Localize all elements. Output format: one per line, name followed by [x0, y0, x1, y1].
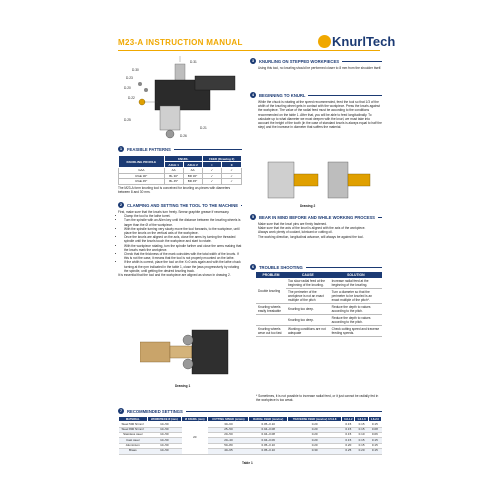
list-item: • If the width is correct, place the tool on the X=0 axis again and with the lathe chuck turning at the rpm indicated in the table 1, close the jaws progressively by rotating the spindle, until getting the desired knurling track. — [124, 260, 242, 273]
table-header: KNURLING PROFILE — [119, 156, 165, 168]
part-label: D.20 — [124, 86, 131, 90]
material-cell: Brass — [119, 449, 148, 454]
table-cell: AA — [164, 168, 183, 174]
outro-text: It is essential that the tool and the workpiece are aligned as shown in drawing 2. — [118, 273, 231, 278]
list-item: • Once the knurls are aligned on the axis, close the arms by turning the threaded spindle until the knurls touch the workpiece and start to rotate. — [124, 235, 242, 243]
section-title: KNURLING ON STEPPED WORKPIECES — [259, 58, 340, 64]
table-cell: 50~80 — [208, 443, 249, 448]
solution-cell: Turn a diameter so that the perimeter to be knurled is an exact multiple of the pitch*. — [330, 289, 382, 304]
table-cell: 0.20 — [355, 449, 368, 454]
list-item: • Check that the thickness of the mark coincides with the total width of the knurls. If this is not the case, it means that the tool is not properly mounted on the lathe. — [124, 252, 242, 260]
section-number: 3 — [252, 59, 254, 63]
table-cell: BR 45° — [183, 179, 202, 185]
section-header — [250, 214, 382, 220]
table-cell: 0.04~0.06 — [249, 438, 288, 443]
drawing-2-svg — [266, 160, 376, 202]
table-cell: 10~50 — [147, 422, 182, 427]
problem-cell: Knurling wheels wear out too fast — [256, 326, 286, 337]
table-header: TRAVERSE FEED (mm/rev) 0.5-0.8 — [288, 417, 342, 422]
table-cell: 0.15 — [355, 422, 368, 427]
check-icon: ✓ — [222, 179, 242, 185]
header-divider — [118, 50, 380, 51]
table-header: MATERIAL — [119, 417, 148, 422]
table-cell: 20~40 — [208, 438, 249, 443]
table-row — [256, 326, 382, 337]
tool-jaw — [160, 106, 180, 130]
table-cell: 30~60 — [208, 422, 249, 427]
section-text: While the chuck is rotating at the speed recommended, feed the tool so that 1/3 of the width of the knurling wheel gets in contact with the workpiece. Press the knurls against the workpiece. The value of the radial feed must be according to the conditions recommended on the table 1. After that, you will be able to feed longitudinally. To calculate up to what diameter we must deepen with the knurl, we must take into account the height of the tooth (in the case of standard knurls is always equal to half the step) and the increase in diameter that suffers the material. — [258, 100, 382, 130]
troubleshooting-table — [256, 272, 382, 337]
section-title: FEASIBLE PATTERNS — [127, 146, 171, 152]
settings-table — [118, 416, 382, 455]
table-cell: 10~50 — [147, 449, 182, 454]
table-row — [119, 449, 382, 454]
patterns-table — [118, 155, 242, 185]
table-row — [256, 304, 382, 315]
problem-cell — [256, 315, 286, 326]
table-cell: 40~65 — [208, 449, 249, 454]
knurl-diameter-cell: 20 — [182, 422, 208, 454]
table-cell: 0.15 — [342, 422, 355, 427]
table-cell: 0.20 — [288, 427, 342, 432]
drawing-1-svg — [140, 328, 230, 378]
table-cell: RGE 30° — [119, 173, 165, 179]
table-header: AXLE 1 — [164, 162, 183, 168]
table-cell: GAA — [119, 168, 165, 174]
screw-part — [144, 88, 148, 92]
table-header: II — [222, 162, 242, 168]
precaution-line: The working direction, longitudinal advance, will always be against the tool. — [258, 234, 364, 239]
knurl-wheel — [166, 130, 174, 138]
table-cell: 0.20 — [288, 422, 342, 427]
section-text: Using this tool, no knurling should be performed closer to 8 mm from the shoulder itself. — [258, 66, 382, 70]
table-cell: 0.05~0.10 — [249, 449, 288, 454]
table-cell: BR 30° — [183, 173, 202, 179]
check-icon: ✓ — [202, 173, 222, 179]
table-header: I — [202, 162, 222, 168]
part-label: D.25 — [124, 118, 131, 122]
table-header: AXLE 2 — [183, 162, 202, 168]
table-header: FEED (Drawing 2) — [202, 156, 241, 162]
drawing-caption: Drawing 1 — [175, 384, 191, 388]
table-header: PROBLEM — [256, 272, 286, 278]
manual-title: M23-A INSTRUCTION MANUAL — [118, 38, 243, 47]
problem-cell: Knurling wheels easily breakable — [256, 304, 286, 315]
table-cell: 0.15 — [368, 422, 381, 427]
logo-icon — [318, 35, 331, 48]
drawing-2 — [266, 160, 376, 202]
section-header — [118, 408, 382, 414]
precaution-line: Make sure that the knurl pins are firmly fastened. — [258, 222, 327, 226]
clamping-instructions — [118, 210, 242, 277]
intro-text: First, make sure that the knurls turn freely. Smear graphite grease if necessary. — [118, 210, 230, 214]
section-header — [118, 202, 242, 208]
table-cell: 0.15 — [355, 438, 368, 443]
section-header — [250, 58, 382, 64]
cause-cell: Working conditions are not adequate — [286, 326, 330, 337]
table-cell: 0.25 — [342, 449, 355, 454]
table-cell: 0.06 — [368, 432, 381, 437]
section-number: 5 — [252, 215, 254, 219]
table-header: 1.2-1.6 — [355, 417, 368, 422]
section-number: 6 — [252, 265, 254, 269]
screw-part — [138, 82, 142, 86]
table-cell: RGE 45° — [119, 179, 165, 185]
table-cell: 0.20 — [342, 443, 355, 448]
logo-text: KnurlTech — [332, 34, 396, 49]
check-icon: ✓ — [222, 168, 242, 174]
list-item: • With the spindle turning very slowly move the tool forwards, to the workpiece, until place the knurls on the vertical axis of the workpiece. — [124, 227, 242, 235]
part-label: D.21 — [200, 126, 207, 130]
table-header: WORKPIECE Ø (mm) — [147, 417, 182, 422]
table-header: SOLUTION — [330, 272, 382, 278]
material-cell: Stainless steel — [119, 432, 148, 437]
section-number: 7 — [120, 409, 122, 413]
table-cell: 0.20 — [288, 443, 342, 448]
table-header: KNURL — [164, 156, 202, 162]
part-label: D.23 — [126, 76, 133, 80]
cause-cell: Knurling too deep. — [286, 304, 330, 315]
drawing-1 — [140, 328, 230, 378]
table-cell: 0.15 — [355, 443, 368, 448]
material-cell: Cast steel — [119, 438, 148, 443]
table-header: 1.6-2.0 — [368, 417, 381, 422]
section-title: TROUBLE SHOOTING — [259, 264, 303, 270]
precaution-line: Make sure that the axis of the knurl is aligned with the axis of the workpiece. — [258, 226, 366, 231]
tool-arm — [195, 76, 235, 90]
table-cell: 0.15 — [368, 443, 381, 448]
troubleshooting-footnote: * Sometimes, it is not possible to increase radial feed, or it just cannot be radially fed in the workpiece is too weak. — [256, 394, 379, 403]
drawing-caption: Drawing 2 — [300, 204, 316, 208]
table-cell: 0.15 — [342, 432, 355, 437]
solution-cell: Increase radial feed at the beginning of the knurling. — [330, 278, 382, 289]
table-cell: 0.15 — [368, 449, 381, 454]
section-header — [250, 92, 382, 98]
table-cell: 0.04~0.08 — [249, 432, 288, 437]
part-label: D.30 — [132, 68, 139, 72]
material-cell: Steel 800 N/mm² — [119, 427, 148, 432]
table-cell: 0.04~0.08 — [249, 427, 288, 432]
table-cell: 0.05~0.10 — [249, 422, 288, 427]
section-title: CLAMPING AND SETTING THE TOOL TO THE MACHINE — [127, 202, 239, 208]
table-header: 0.8-1.2 — [342, 417, 355, 422]
section-header — [118, 146, 242, 152]
part-label: D.31 — [190, 60, 197, 64]
table-cell: 20~50 — [208, 432, 249, 437]
material-cell: Aluminium — [119, 443, 148, 448]
check-icon: ✓ — [202, 168, 222, 174]
section-header — [250, 264, 382, 270]
table-cell: 0.15 — [368, 438, 381, 443]
table-cell: 0.30 — [288, 449, 342, 454]
check-icon: ✓ — [202, 179, 222, 185]
table-row — [256, 278, 382, 289]
table-cell: 0.10 — [355, 432, 368, 437]
cause-cell: Knurling too deep. — [286, 315, 330, 326]
problem-cell: Double knurling — [256, 278, 286, 304]
section-number: 1 — [120, 147, 122, 151]
table-cell: 0.08 — [368, 427, 381, 432]
solution-cell: Reduce the depth to values according to the pitch. — [330, 304, 382, 315]
cause-cell: Too slow radial feed at the beginning of the knurling. — [286, 278, 330, 289]
table-cell: BL 45° — [164, 179, 183, 185]
table-cell: 0.05~0.10 — [249, 443, 288, 448]
table-cell: 0.20 — [288, 438, 342, 443]
solution-cell: Check cutting speed and traverse feeding speeds. — [330, 326, 382, 337]
tool-exploded-diagram — [120, 56, 245, 144]
table-cell: BL 30° — [164, 173, 183, 179]
table-cell: 0.15 — [342, 427, 355, 432]
section-title: BEGINNING TO KNURL — [259, 92, 306, 98]
section-number: 4 — [252, 93, 254, 97]
section-title: BEAR IN MIND BEFORE AND WHILE WORKING PROCESS — [259, 214, 375, 220]
solution-cell: Reduce the depth to values according to the pitch. — [330, 315, 382, 326]
table-cell: AA — [183, 168, 202, 174]
table-header: CAUSE — [286, 272, 330, 278]
table-cell: 10~50 — [147, 432, 182, 437]
precautions-text — [258, 222, 382, 239]
table-caption: Table 1 — [242, 461, 253, 465]
section-title: RECOMMENDED SETTINGS — [127, 408, 183, 414]
table-row — [119, 179, 242, 185]
table-cell: 10~50 — [147, 427, 182, 432]
table-cell: 0.20 — [288, 432, 342, 437]
check-icon: ✓ — [222, 173, 242, 179]
cause-cell: The perimeter of the workpiece is not an exact multiple of the pitch — [286, 289, 330, 304]
section-number: 2 — [120, 203, 122, 207]
table-cell: 10~50 — [147, 443, 182, 448]
list-item: • Turn the spindle with an Allen key until the distance between the knurling wheels is larger than the Ø of the workpiece. — [124, 218, 242, 226]
table-cell: 0.15 — [342, 438, 355, 443]
table-cell: 25~50 — [208, 427, 249, 432]
precaution-line: Always work plenty of coolant, lubricant or cutting oil. — [258, 230, 333, 235]
list-item: • With the workpiece rotating, turn the spindle further and close the arms making that the knurls mark the workpiece. — [124, 244, 242, 252]
table-header: Ø KNURL (mm) — [182, 417, 208, 422]
list-item: • Clamp the tool to the lathe turret. — [124, 214, 242, 218]
table-header: RADIAL FEED (mm/rev) — [249, 417, 288, 422]
table-cell: 0.15 — [355, 427, 368, 432]
material-cell: Steel 500 N/mm² — [119, 422, 148, 427]
patterns-note: The M23-A form knurling tool is conceived for knurling on-pieces with diameters between 8 and 30 mm. — [118, 186, 231, 195]
table-row — [256, 315, 382, 326]
part-label: D.22 — [128, 96, 135, 100]
table-cell: 10~50 — [147, 438, 182, 443]
brand-logo — [318, 34, 395, 49]
table-header: CUTTING SPEED (m/min) — [208, 417, 249, 422]
part-label: D.26 — [180, 134, 187, 138]
